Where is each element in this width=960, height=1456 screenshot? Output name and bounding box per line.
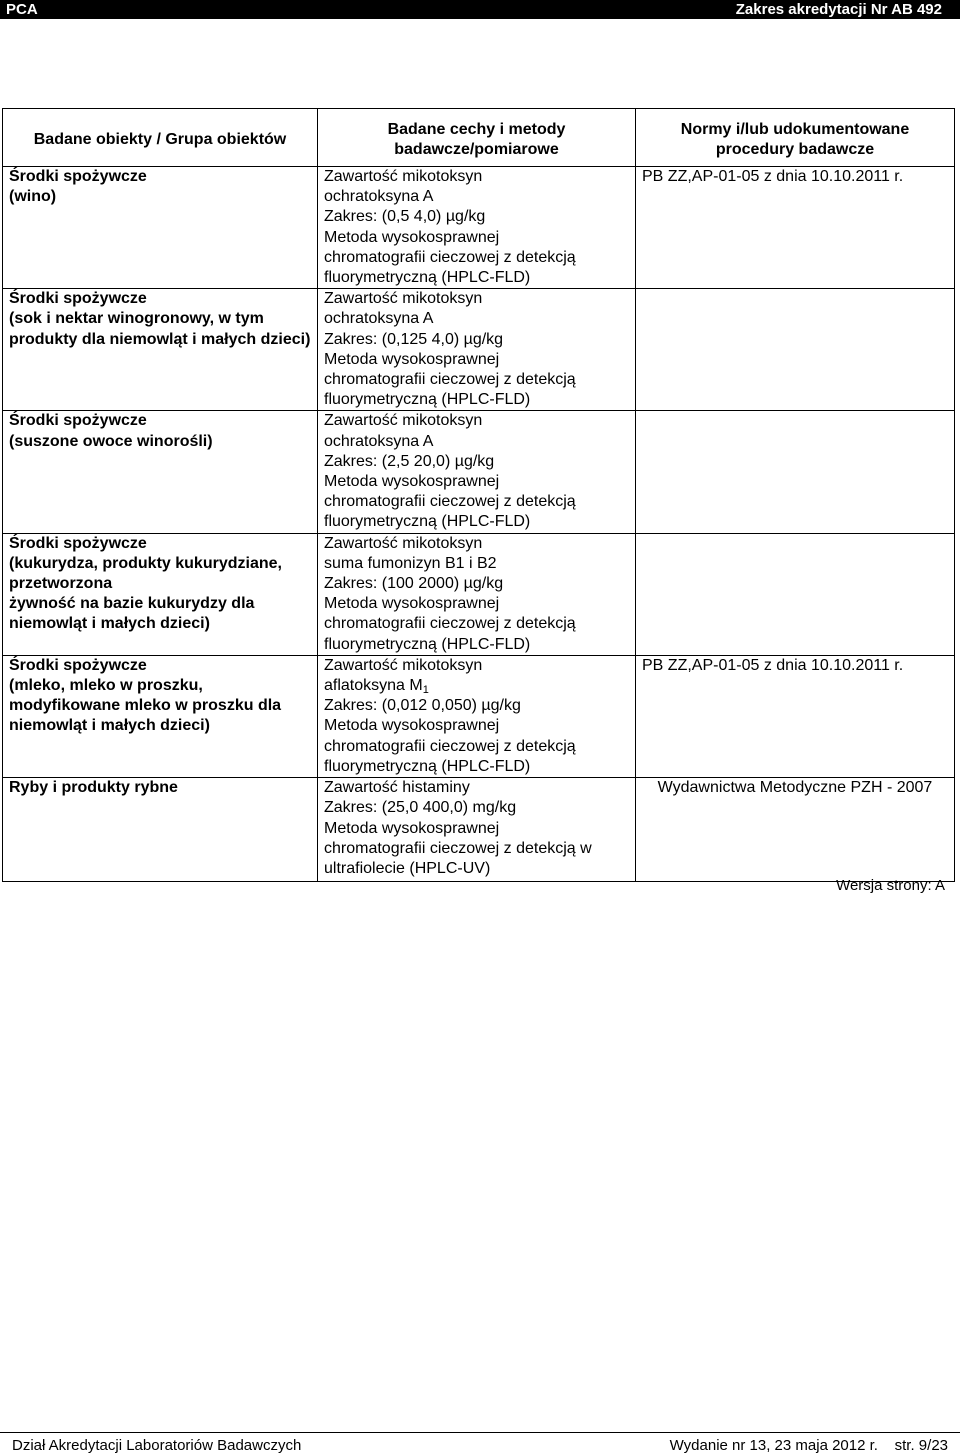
cell-standard — [636, 533, 955, 655]
method-line: Metoda wysokosprawnej — [324, 228, 500, 246]
header-standards: Normy i/lub udokumentowane procedury badawcze — [636, 109, 955, 167]
method-line: Metoda wysokosprawnej — [324, 717, 500, 735]
header-doc-title: Zakres akredytacji Nr AB 492 — [735, 1, 942, 18]
method-line: Zawartość histaminy — [324, 779, 470, 797]
footer-department: Dział Akredytacji Laboratoriów Badawczych — [12, 1437, 302, 1454]
standard-text: Wydawnictwa Metodyczne PZH - 2007 — [657, 779, 933, 797]
object-line: (suszone owoce winorośli) — [9, 432, 213, 450]
method-line: Metoda wysokosprawnej — [324, 473, 500, 491]
object-line: (sok i nektar winogronowy, w tym produkty dla niemowląt i małych dzieci) — [9, 310, 311, 348]
table-row — [3, 167, 955, 289]
page-header — [0, 0, 960, 19]
table-row — [3, 533, 955, 655]
cell-object — [3, 778, 318, 882]
cell-object — [3, 167, 318, 289]
table-row — [3, 655, 955, 777]
cell-object — [3, 655, 318, 777]
object-line: Środki spożywcze — [9, 656, 147, 674]
table-row — [3, 411, 955, 533]
method-line: chromatografii cieczowej z detekcją — [324, 493, 576, 511]
accreditation-scope-table — [2, 108, 955, 882]
aflatoxin-subscript: 1 — [422, 684, 429, 697]
method-line: Zawartość mikotoksyn — [324, 534, 483, 552]
method-line: Zakres: (0,5 4,0) µg/kg — [324, 208, 486, 226]
method-line: Zakres: (100 2000) µg/kg — [324, 575, 504, 593]
method-line: fluorymetryczną (HPLC-FLD) — [324, 269, 531, 287]
object-line: żywność na bazie kukurydzy dla — [9, 595, 255, 613]
object-line: Środki spożywcze — [9, 534, 147, 552]
object-line: niemowląt i małych dzieci) — [9, 717, 210, 735]
method-line: fluorymetryczną (HPLC-FLD) — [324, 757, 531, 775]
method-line: Zawartość mikotoksyn — [324, 168, 483, 185]
method-line: Zakres: (0,012 0,050) µg/kg — [324, 697, 521, 715]
page-footer — [0, 1432, 960, 1454]
object-line: Środki spożywcze — [9, 412, 147, 430]
table-row — [3, 778, 955, 882]
cell-method — [318, 655, 636, 777]
method-line — [324, 676, 629, 696]
object-line: modyfikowane mleko w proszku dla — [9, 697, 282, 715]
method-line: chromatografii cieczowej z detekcją — [324, 615, 576, 633]
method-line: Zawartość mikotoksyn — [324, 656, 483, 674]
method-line: Zakres: (25,0 400,0) mg/kg — [324, 799, 517, 817]
object-line: (kukurydza, produkty kukurydziane, — [9, 554, 282, 572]
cell-object — [3, 533, 318, 655]
method-line: Zakres: (0,125 4,0) µg/kg — [324, 330, 504, 348]
aflatoxin-name: aflatoksyna M — [324, 677, 423, 695]
method-line: ochratoksyna A — [324, 310, 434, 328]
method-line: fluorymetryczną (HPLC-FLD) — [324, 635, 531, 653]
method-line: ochratoksyna A — [324, 188, 434, 206]
footer-edition: Wydanie nr 13, 23 maja 2012 r. str. 9/23 — [669, 1437, 948, 1454]
cell-method — [318, 411, 636, 533]
standard-text: PB ZZ,AP-01-05 z dnia 10.10.2011 r. — [642, 168, 904, 185]
header-methods: Badane cechy i metody badawcze/pomiarowe — [318, 109, 636, 167]
standard-text: PB ZZ,AP-01-05 z dnia 10.10.2011 r. — [642, 656, 904, 674]
method-line: chromatografii cieczowej z detekcją w — [324, 839, 592, 857]
method-line: ochratoksyna A — [324, 432, 434, 450]
object-line: (wino) — [9, 188, 57, 206]
method-line: Zawartość mikotoksyn — [324, 290, 483, 308]
cell-method — [318, 778, 636, 882]
cell-object — [3, 411, 318, 533]
object-line: Ryby i produkty rybne — [9, 779, 178, 797]
method-line: chromatografii cieczowej z detekcją — [324, 248, 576, 266]
cell-standard — [636, 167, 955, 289]
object-line: Środki spożywcze — [9, 168, 147, 185]
method-line: Zawartość mikotoksyn — [324, 412, 483, 430]
method-line: Metoda wysokosprawnej — [324, 819, 500, 837]
method-line: Zakres: (2,5 20,0) µg/kg — [324, 452, 495, 470]
method-line: fluorymetryczną (HPLC-FLD) — [324, 391, 531, 409]
cell-method — [318, 289, 636, 411]
method-line: chromatografii cieczowej z detekcją — [324, 737, 576, 755]
method-line: Metoda wysokosprawnej — [324, 595, 500, 613]
table-row — [3, 289, 955, 411]
header-objects: Badane obiekty / Grupa obiektów — [3, 109, 318, 167]
object-line: niemowląt i małych dzieci) — [9, 615, 210, 633]
method-line: chromatografii cieczowej z detekcją — [324, 371, 576, 389]
cell-standard — [636, 411, 955, 533]
cell-standard — [636, 655, 955, 777]
method-line: suma fumonizyn B1 i B2 — [324, 554, 497, 572]
header-org: PCA — [6, 1, 38, 18]
method-line: Metoda wysokosprawnej — [324, 350, 500, 368]
cell-method — [318, 533, 636, 655]
object-line: Środki spożywcze — [9, 290, 147, 308]
cell-standard — [636, 778, 955, 882]
table-header-row — [3, 109, 955, 167]
cell-standard — [636, 289, 955, 411]
cell-method — [318, 167, 636, 289]
object-line: (mleko, mleko w proszku, — [9, 677, 203, 695]
method-line: ultrafiolecie (HPLC-UV) — [324, 859, 491, 877]
page-version: Wersja strony: A — [836, 877, 945, 894]
object-line: przetworzona — [9, 575, 113, 593]
cell-object — [3, 289, 318, 411]
method-line: fluorymetryczną (HPLC-FLD) — [324, 513, 531, 531]
